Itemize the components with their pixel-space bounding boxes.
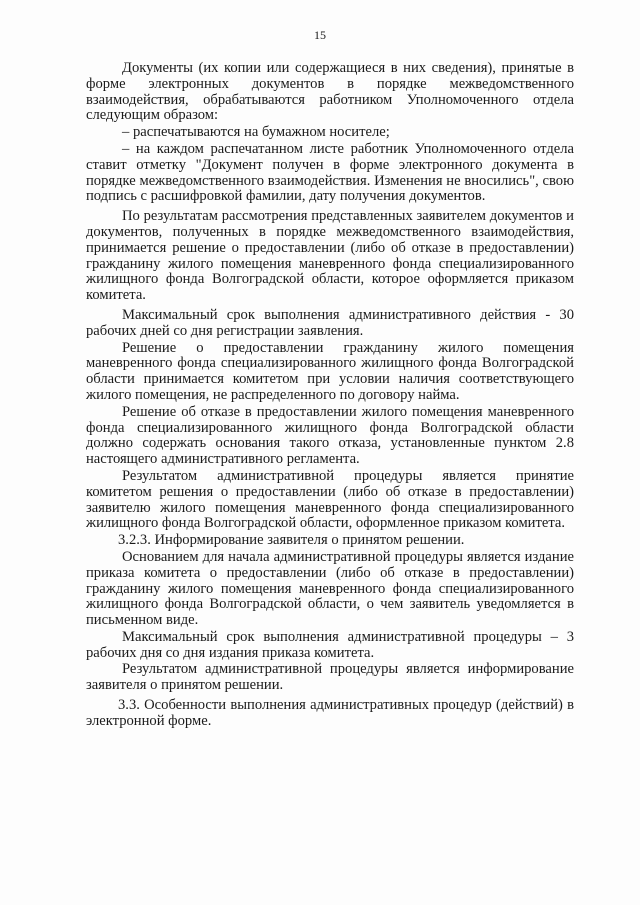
list-item: – на каждом распечатанном листе работник Уполномоченного отдела ставит отметку "Документ получен в форме электронного документа в порядке межведомственного взаимодействия. Изменения не вносились", свою подпись с расшифровкой фамилии, дату получения документов. xyxy=(86,140,574,205)
list-item: – распечатываются на бумажном носителе; xyxy=(122,124,390,141)
paragraph: Основанием для начала административной процедуры является издание приказа комитета о предоставлении (либо об отказе в предоставлении) гражданину жилого помещения маневренного фонда специализированного жилищного фонда Волгоградской области, о чем заявитель уведомляется в письменном виде. xyxy=(86,548,574,629)
paragraph: Документы (их копии или содержащиеся в них сведения), принятые в форме электронных документов в порядке межведомственного взаимодействия, обрабатываются работником Уполномоченного отдела следующим образом: xyxy=(86,60,574,124)
paragraph: Максимальный срок выполнения административного действия - 30 рабочих дней со дня регистрации заявления. xyxy=(86,306,574,339)
paragraph: По результатам рассмотрения представленных заявителем документов и документов, полученных в порядке межведомственного взаимодействия, принимается решение о предоставлении (либо об отказе в предоставлении) гражданину жилого помещения маневренного фонда специализированного жилищного фонда Волгоградской области, которое оформляется приказом комитета. xyxy=(86,208,574,304)
paragraph: Решение о предоставлении гражданину жилого помещения маневренного фонда специализированного жилищного фонда Волгоградской области принимается комитетом при условии наличия соответствующего жилого помещения, не распределенного по договору найма. xyxy=(86,339,574,403)
page-number: 15 xyxy=(314,28,326,42)
document-body xyxy=(86,61,574,730)
section-heading: 3.2.3. Информирование заявителя о принятом решении. xyxy=(118,532,465,549)
paragraph: Решение об отказе в предоставлении жилого помещения маневренного фонда специализированного жилищного фонда Волгоградской области должно содержать основания такого отказа, установленные пунктом 2.8 настоящего административного регламента. xyxy=(86,403,574,468)
paragraph: Максимальный срок выполнения административной процедуры – 3 рабочих дня со дня издания приказа комитета. xyxy=(86,628,574,661)
section-heading: 3.3. Особенности выполнения административных процедур (действий) в электронной форме. xyxy=(86,697,574,729)
paragraph: Результатом административной процедуры является принятие комитетом решения о предоставлении (либо об отказе в предоставлении) заявителю жилого помещения маневренного фонда специализированного жилищного фонда Волгоградской области, оформленное приказом комитета. xyxy=(86,467,574,532)
paragraph: Результатом административной процедуры является информирование заявителя о принятом решении. xyxy=(86,661,574,694)
